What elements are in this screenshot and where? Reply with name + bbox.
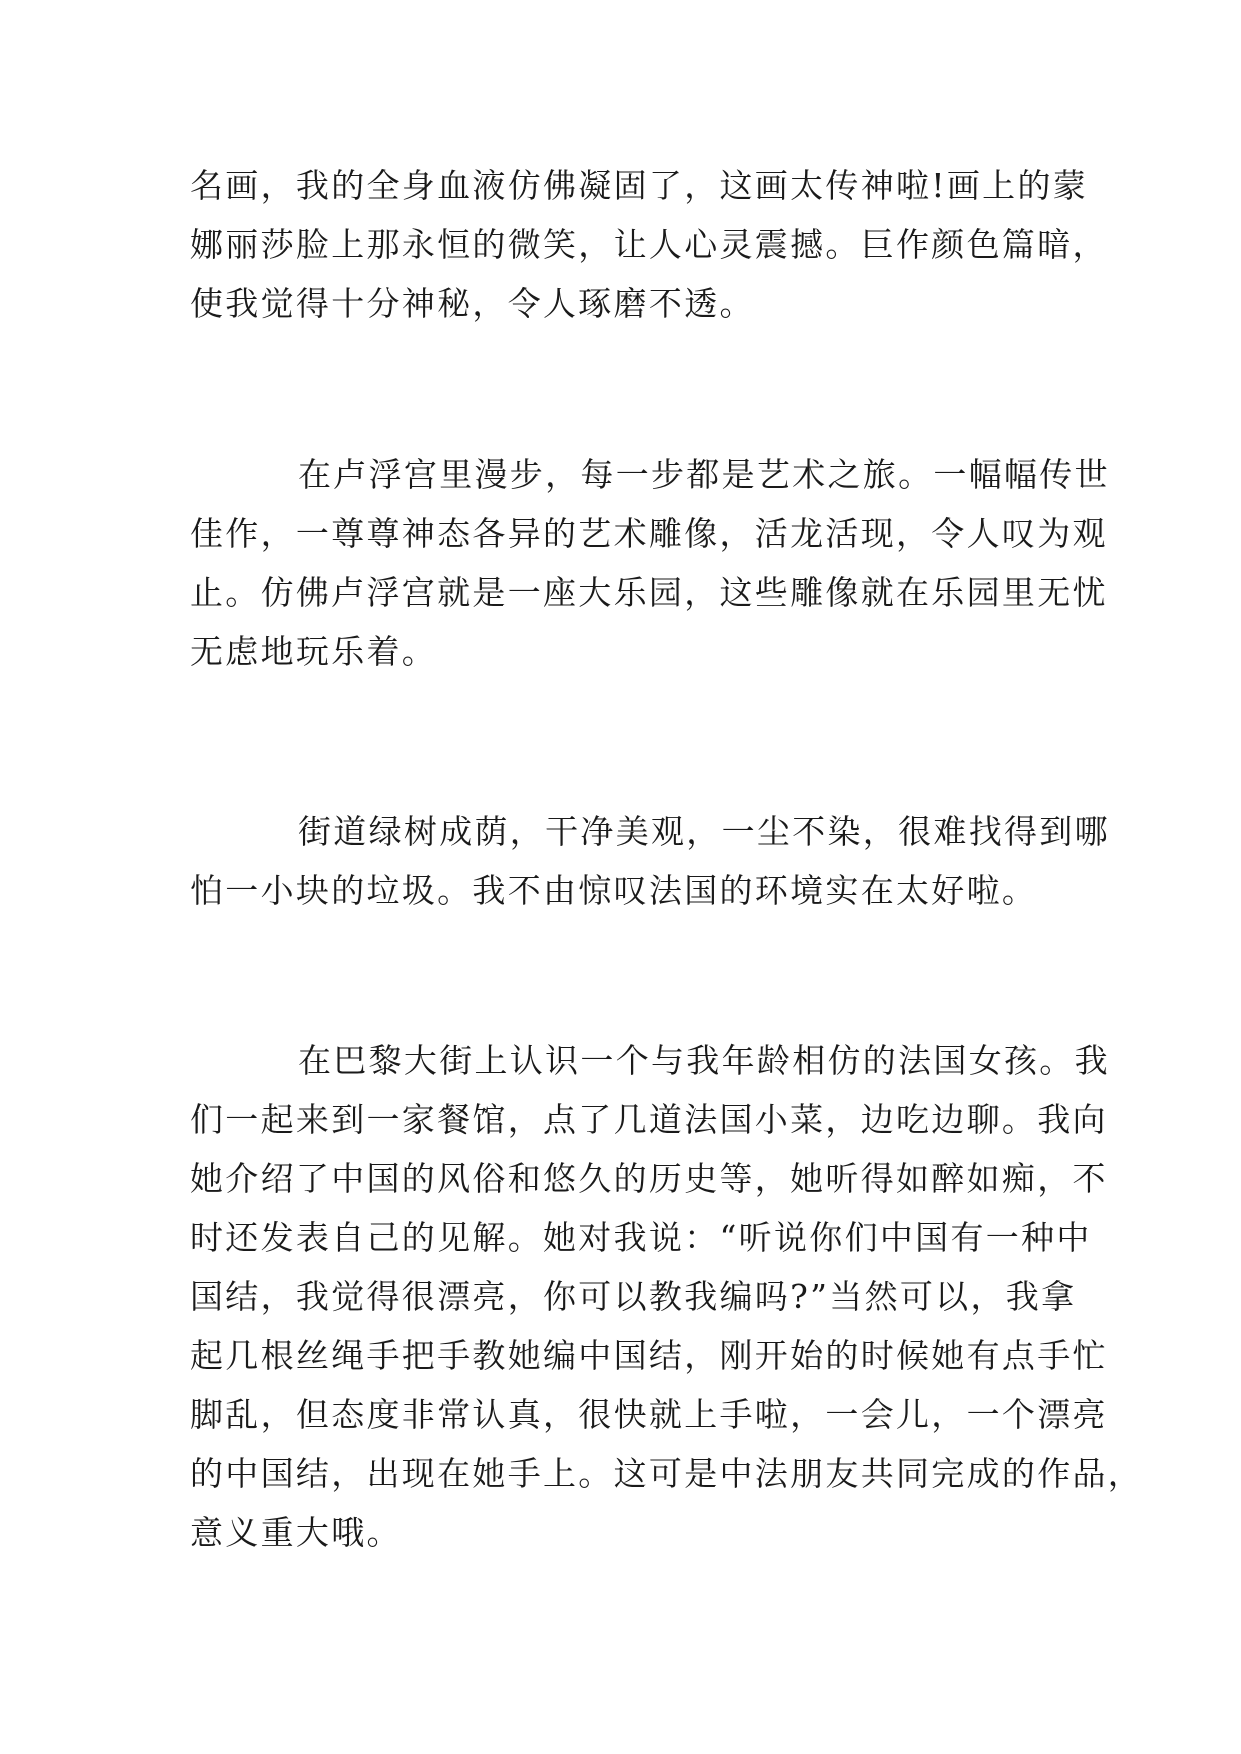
paragraph-line: 在卢浮宫里漫步，每一步都是艺术之旅。一幅幅传世 — [298, 455, 1110, 494]
paragraph-line: 使我觉得十分神秘，令人琢磨不透。 — [190, 284, 755, 323]
paragraph-4 — [190, 1031, 1144, 1562]
paragraph-line: 无虑地玩乐着。 — [190, 632, 438, 671]
paragraph-line: 脚乱，但态度非常认真，很快就上手啦，一会儿，一个漂亮 — [190, 1395, 1108, 1434]
paragraph-line: 时还发表自己的见解。她对我说：“听说你们中国有一种中 — [190, 1218, 1092, 1257]
paragraph-line: 佳作，一尊尊神态各异的艺术雕像，活龙活现，令人叹为观 — [190, 514, 1108, 553]
paragraph-line: 娜丽莎脸上那永恒的微笑，让人心灵震撼。巨作颜色篇暗， — [190, 225, 1108, 264]
paragraph-line: 名画，我的全身血液仿佛凝固了，这画太传神啦!画上的蒙 — [190, 166, 1089, 205]
paragraph-line: 国结，我觉得很漂亮，你可以教我编吗?”当然可以，我拿 — [190, 1277, 1077, 1316]
paragraph-line: 她介绍了中国的风俗和悠久的历史等，她听得如醉如痴，不 — [190, 1159, 1108, 1198]
paragraph-line: 街道绿树成荫，干净美观，一尘不染，很难找得到哪 — [298, 812, 1110, 851]
paragraph-line: 止。仿佛卢浮宫就是一座大乐园，这些雕像就在乐园里无忧 — [190, 573, 1108, 612]
paragraph-2 — [190, 445, 1110, 681]
paragraph-3 — [190, 802, 1110, 920]
paragraph-line: 意义重大哦。 — [190, 1513, 402, 1552]
paragraph-line: 起几根丝绳手把手教她编中国结，刚开始的时候她有点手忙 — [190, 1336, 1108, 1375]
paragraph-line: 在巴黎大街上认识一个与我年龄相仿的法国女孩。我 — [298, 1041, 1110, 1080]
paragraph-line: 们一起来到一家餐馆，点了几道法国小菜，边吃边聊。我向 — [190, 1100, 1108, 1139]
paragraph-line: 怕一小块的垃圾。我不由惊叹法国的环境实在太好啦。 — [190, 871, 1038, 910]
paragraph-1 — [190, 156, 1108, 333]
paragraph-line: 的中国结，出现在她手上。这可是中法朋友共同完成的作品， — [190, 1454, 1144, 1493]
